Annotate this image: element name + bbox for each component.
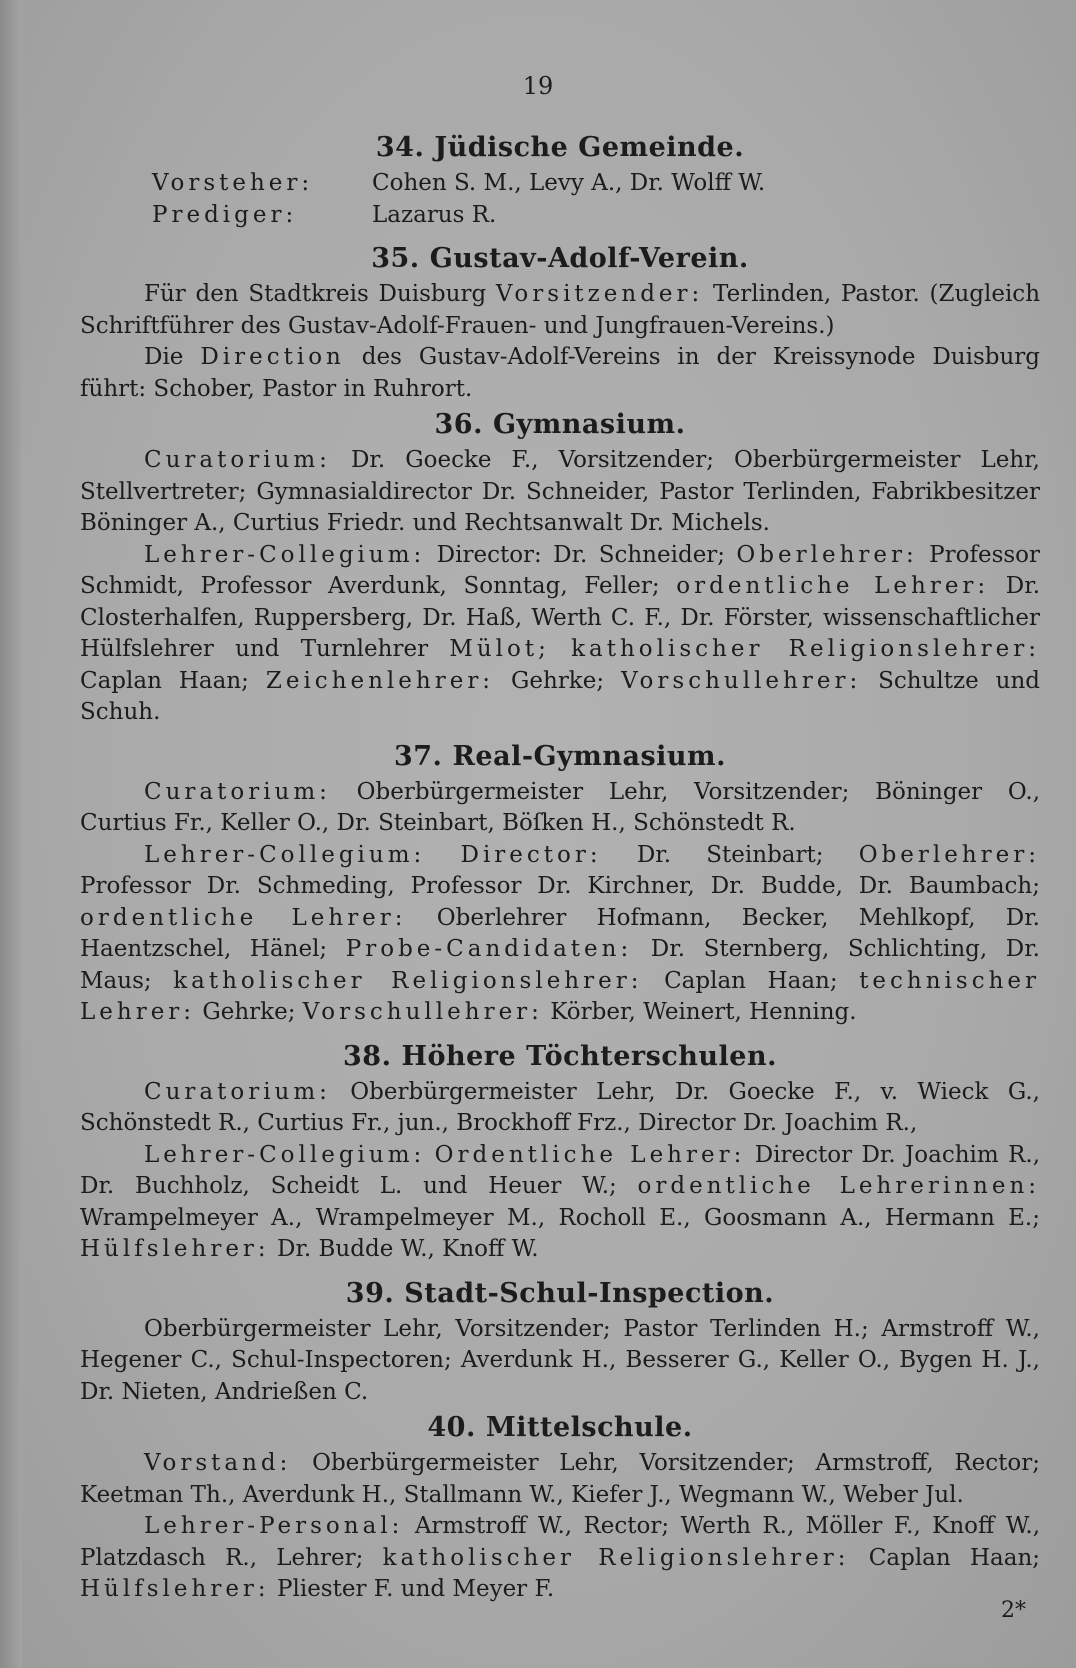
spaced-label: Lehrer-Personal: xyxy=(144,1513,404,1539)
text-run: Caplan Haan; xyxy=(80,667,249,694)
paragraph xyxy=(80,342,1040,405)
section-number: 39. xyxy=(345,1277,395,1309)
section-number: 34. xyxy=(375,132,425,163)
paragraph xyxy=(80,1511,1040,1606)
spaced-label: Lehrer-Collegium: xyxy=(144,841,426,868)
section-heading xyxy=(80,1408,1040,1448)
paragraph xyxy=(80,1448,1040,1511)
spaced-label: Curatorium: xyxy=(144,1078,331,1105)
page-binding-edge xyxy=(0,0,22,1668)
spaced-label: ordentliche Lehrer: xyxy=(80,904,407,931)
paragraph xyxy=(80,1077,1040,1140)
spaced-label: Ordentliche Lehrer: xyxy=(434,1141,746,1168)
spaced-label: ordentliche Lehrerinnen: xyxy=(637,1173,1041,1199)
section-heading xyxy=(80,239,1040,279)
spaced-label: ordentliche Lehrer: xyxy=(676,573,990,599)
spaced-label: Oberlehrer: xyxy=(736,541,918,568)
paragraph xyxy=(80,1140,1040,1266)
entry-row xyxy=(80,200,1040,232)
text-run: Gehrke; xyxy=(511,667,605,694)
spaced-label: Mülot; xyxy=(449,636,550,662)
text-run: Dr. Steinbart; xyxy=(636,841,824,868)
section-title: Gustav-Adolf-Verein. xyxy=(429,243,749,274)
section-number: 35. xyxy=(371,243,420,274)
entry-value: Lazarus R. xyxy=(372,201,497,228)
spaced-label: katholischer Religionslehrer: xyxy=(173,967,643,994)
text-run: Oberbürgermeister Lehr, Vorsitzender; Armstroff, Rector; Keetman Th., Averdunk H., Stallmann W., Kiefer J., Wegmann W., Weber Jul. xyxy=(80,1450,1040,1508)
text-run: Armstroff W., Rector; Werth R., Möller F., Knoff W., Platzdasch R., Lehrer; xyxy=(80,1513,1040,1571)
text-run: Dr. Goecke F., Vorsitzender; Oberbürgermeister Lehr, Stellvertreter; Gymnasialdirector Dr. Schneider, Pastor Terlinden, Fabrikbesitzer Böninger A., Curtius Friedr. und Rechtsanwalt Dr. Michels. xyxy=(80,447,1040,536)
text-run: Für den Stadtkreis Duisburg xyxy=(144,281,487,307)
section-37 xyxy=(80,737,1040,1029)
spaced-label: Oberlehrer: xyxy=(858,841,1041,868)
section-39 xyxy=(80,1274,1040,1409)
section-35 xyxy=(80,239,1040,405)
spaced-label: Vorstand: xyxy=(144,1450,292,1476)
text-run: des Gustav-Adolf-Vereins in der Kreissynode Duisburg führt: Schober, Pastor in Ruhrort. xyxy=(80,344,1041,402)
text-run: Terlinden, Pastor. (Zugleich Schriftführer des Gustav-Adolf-Frauen- und Jungfrauen-Vereins.) xyxy=(80,281,1041,339)
text-run: Gehrke; xyxy=(202,999,296,1025)
section-number: 40. xyxy=(427,1412,476,1443)
section-title: Höhere Töchterschulen. xyxy=(401,1040,777,1072)
spaced-label: Hülfslehrer: xyxy=(80,1576,270,1602)
spaced-label: Curatorium: xyxy=(144,778,331,805)
spaced-label: Vorschullehrer: xyxy=(302,999,543,1025)
spaced-label: Probe-Candidaten: xyxy=(345,936,633,962)
text-run: Körber, Weinert, Henning. xyxy=(550,999,857,1025)
text-run: Professor Dr. Schmeding, Professor Dr. Kirchner, Dr. Budde, Dr. Baumbach; xyxy=(80,873,1040,899)
section-number: 36. xyxy=(434,409,483,440)
text-run: Dr. Closterhalfen, Ruppersberg, Dr. Haß, Werth C. F., Dr. Förster, wissenschaftlicher Hülfslehrer und Turnlehrer xyxy=(80,573,1041,662)
section-38 xyxy=(80,1037,1040,1266)
spaced-label: Vorschullehrer: xyxy=(621,667,862,694)
text-run: Professor Schmidt, Professor Averdunk, Sonntag, Feller; xyxy=(80,541,1041,599)
text-run: Caplan Haan; xyxy=(868,1544,1041,1571)
spaced-label: Lehrer-Collegium: xyxy=(144,541,426,568)
text-run: Dr. Budde W., Knoff W. xyxy=(277,1236,539,1262)
text-run: Pliester F. und Meyer F. xyxy=(277,1576,555,1602)
text-run: Schultze und Schuh. xyxy=(80,667,1041,725)
spaced-label: Zeichenlehrer: xyxy=(265,667,495,694)
paragraph xyxy=(80,777,1040,840)
text-run: Director Dr. Joachim R., Dr. Buchholz, Scheidt L. und Heuer W.; xyxy=(80,1141,1041,1199)
spaced-label: Hülfslehrer: xyxy=(80,1236,270,1262)
section-36 xyxy=(80,405,1040,729)
spaced-label: Direction xyxy=(200,344,345,370)
section-title: Mittelschule. xyxy=(485,1412,693,1443)
section-heading xyxy=(80,737,1040,777)
section-title: Stadt-Schul-Inspection. xyxy=(404,1277,775,1309)
spaced-label: Director: xyxy=(460,841,602,868)
spaced-label: katholischer Religionslehrer: xyxy=(382,1544,850,1571)
text-run: Wrampelmeyer A., Wrampelmeyer M., Rocholl E., Goosmann A., Hermann E.; xyxy=(80,1204,1040,1231)
paragraph: Oberbürgermeister Lehr, Vorsitzender; Pastor Terlinden H.; Armstroff W., Hegener C., Schul-Inspectoren; Averdunk H., Besserer G., Keller O., Bygen H. J., Dr. Nieten, Andrießen C. xyxy=(80,1315,1040,1405)
text-run: Oberbürgermeister Lehr, Dr. Goecke F., v. Wieck G., Schönstedt R., Curtius Fr., jun., Brockhoff Frz., Director Dr. Joachim R., xyxy=(80,1078,1040,1136)
section-number: 38. xyxy=(343,1040,392,1072)
paragraph xyxy=(80,445,1040,540)
spaced-label: Lehrer-Collegium: xyxy=(144,1141,426,1168)
section-title: Real-Gymnasium. xyxy=(452,740,727,772)
text-run: Oberbürgermeister Lehr, Vorsitzender; Böninger O., Curtius Fr., Keller O., Dr. Steinbart, Böſken H., Schönstedt R. xyxy=(80,778,1041,836)
section-number: 37. xyxy=(393,740,443,772)
section-title: Gymnasium. xyxy=(492,409,686,440)
section-34 xyxy=(80,128,1040,231)
spaced-label: technischer Lehrer: xyxy=(80,967,1041,1025)
paragraph xyxy=(80,540,1040,729)
section-heading xyxy=(80,1037,1040,1077)
section-heading xyxy=(80,128,1040,168)
entry-label: Prediger: xyxy=(152,201,298,228)
document-body xyxy=(80,128,1040,1606)
text-run: Caplan Haan; xyxy=(664,967,838,994)
paragraph xyxy=(80,840,1040,1029)
page-number: 19 xyxy=(522,72,554,100)
text-run: Die xyxy=(144,344,184,370)
paragraph xyxy=(80,279,1040,342)
spaced-label: Vorsitzender: xyxy=(495,281,704,307)
text-run: Director: Dr. Schneider; xyxy=(436,541,726,568)
section-40 xyxy=(80,1408,1040,1606)
spaced-label: Curatorium: xyxy=(144,447,331,473)
section-heading xyxy=(80,1274,1040,1314)
entry-row xyxy=(80,168,1040,200)
entry-value: Cohen S. M., Levy A., Dr. Wolff W. xyxy=(372,170,766,196)
entry-label: Vorsteher: xyxy=(152,170,314,196)
printer-signature: 2* xyxy=(1001,1598,1026,1623)
section-heading xyxy=(80,405,1040,445)
section-title: Jüdische Gemeinde. xyxy=(434,132,745,163)
spaced-label: katholischer Religionslehrer: xyxy=(571,636,1040,662)
text-run: Oberlehrer Hofmann, Becker, Mehlkopf, Dr. Haentzschel, Hänel; xyxy=(80,904,1040,962)
text-run: Dr. Sternberg, Schlichting, Dr. Maus; xyxy=(80,936,1040,994)
